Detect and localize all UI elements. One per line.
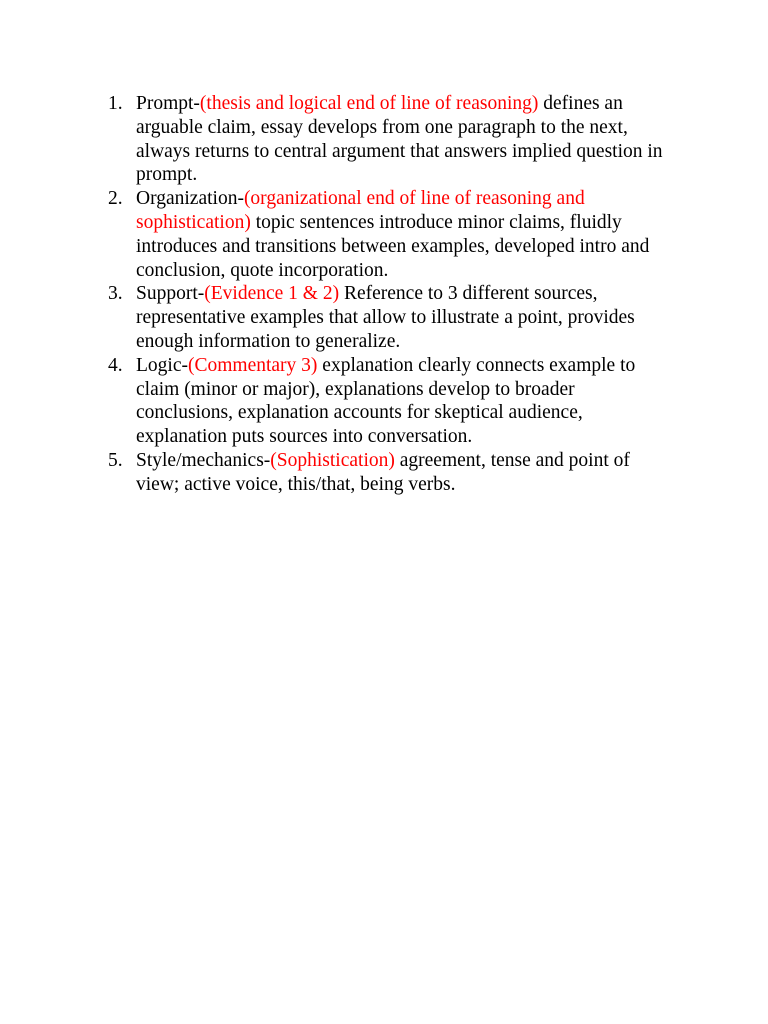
item-label: Prompt-: [136, 93, 200, 114]
list-item-logic: [108, 354, 668, 449]
item-description: Reference to 3 different sources, representative examples that allow to illustrate a point, provides enough information to generalize.: [136, 283, 635, 352]
item-description: defines an arguable claim, essay develops from one paragraph to the next, always returns to central argument that answers implied question in prompt.: [136, 93, 663, 186]
list-item-prompt: [108, 92, 668, 187]
list-number: 2.: [108, 188, 123, 210]
rubric-list: [108, 92, 668, 497]
item-note: (Sophistication): [270, 449, 395, 471]
item-note: (Evidence 1 & 2): [204, 283, 340, 305]
item-description: agreement, tense and point of view; active voice, this/that, being verbs.: [136, 449, 630, 495]
list-number: 4.: [108, 354, 123, 376]
list-item-organization: [108, 187, 668, 282]
item-description: topic sentences introduce minor claims, fluidly introduces and transitions between examples, developed intro and conclusion, quote incorporation.: [136, 211, 650, 281]
list-number: 3.: [108, 283, 123, 305]
item-note: (Commentary 3): [187, 354, 318, 376]
item-label: Style/mechanics-: [136, 449, 271, 471]
list-number: 1.: [108, 93, 123, 114]
item-note: (organizational end of line of reasoning and sophistication): [136, 188, 585, 233]
item-note: (thesis and logical end of line of reasoning): [199, 93, 539, 114]
item-description: explanation clearly connects example to claim (minor or major), explanations develop to broader conclusions, explanation accounts for skeptical audience, explanation puts sources into conversation.: [136, 354, 636, 448]
list-number: 5.: [108, 449, 123, 471]
list-item-support: [108, 282, 668, 353]
item-label: Support-: [136, 283, 205, 305]
list-item-style-mechanics: [108, 449, 668, 497]
item-label: Logic-: [136, 354, 188, 376]
item-label: Organization-: [136, 188, 244, 210]
